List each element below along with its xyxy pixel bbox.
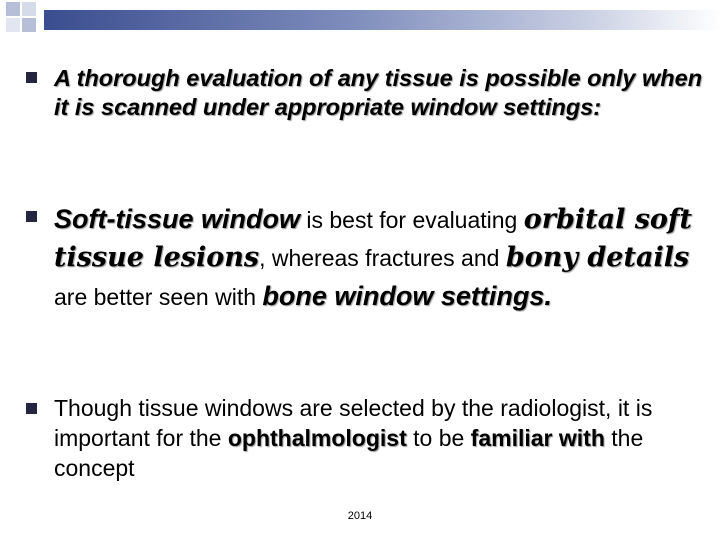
bullet-icon xyxy=(26,72,37,83)
orbital-lesions-emphasis: orbital soft tissue lesions xyxy=(54,204,693,273)
bullet-3-text xyxy=(54,393,704,483)
bullet-icon xyxy=(26,211,37,222)
footer-year: 2014 xyxy=(347,510,373,522)
bullet-2-part-3: are better seen with xyxy=(54,284,263,310)
bullet-3-part-1: Though tissue windows are selected by the radiologist, it is important for the xyxy=(54,395,653,451)
bullet-2-text xyxy=(54,200,704,316)
bullet-3-part-2: to be xyxy=(406,425,471,451)
familiar-with-emphasis: familiar with xyxy=(470,425,605,451)
ophthalmologist-emphasis: ophthalmologist xyxy=(227,425,407,451)
bullet-icon xyxy=(26,403,37,414)
header-gradient-bar xyxy=(44,10,720,30)
bone-window-emphasis: bone window settings. xyxy=(262,281,552,311)
bullet-2-part-2: , whereas fractures and xyxy=(259,245,506,271)
soft-tissue-window-term: Soft-tissue window xyxy=(54,204,300,234)
bullet-3-part-3: the concept xyxy=(54,425,644,481)
bullet-2-part-1: is best for evaluating xyxy=(300,207,524,233)
bony-details-emphasis: bony details xyxy=(505,242,690,273)
bullet-1-text: A thorough evaluation of any tissue is possible only when it is scanned under appropriate window settings: xyxy=(54,65,703,120)
